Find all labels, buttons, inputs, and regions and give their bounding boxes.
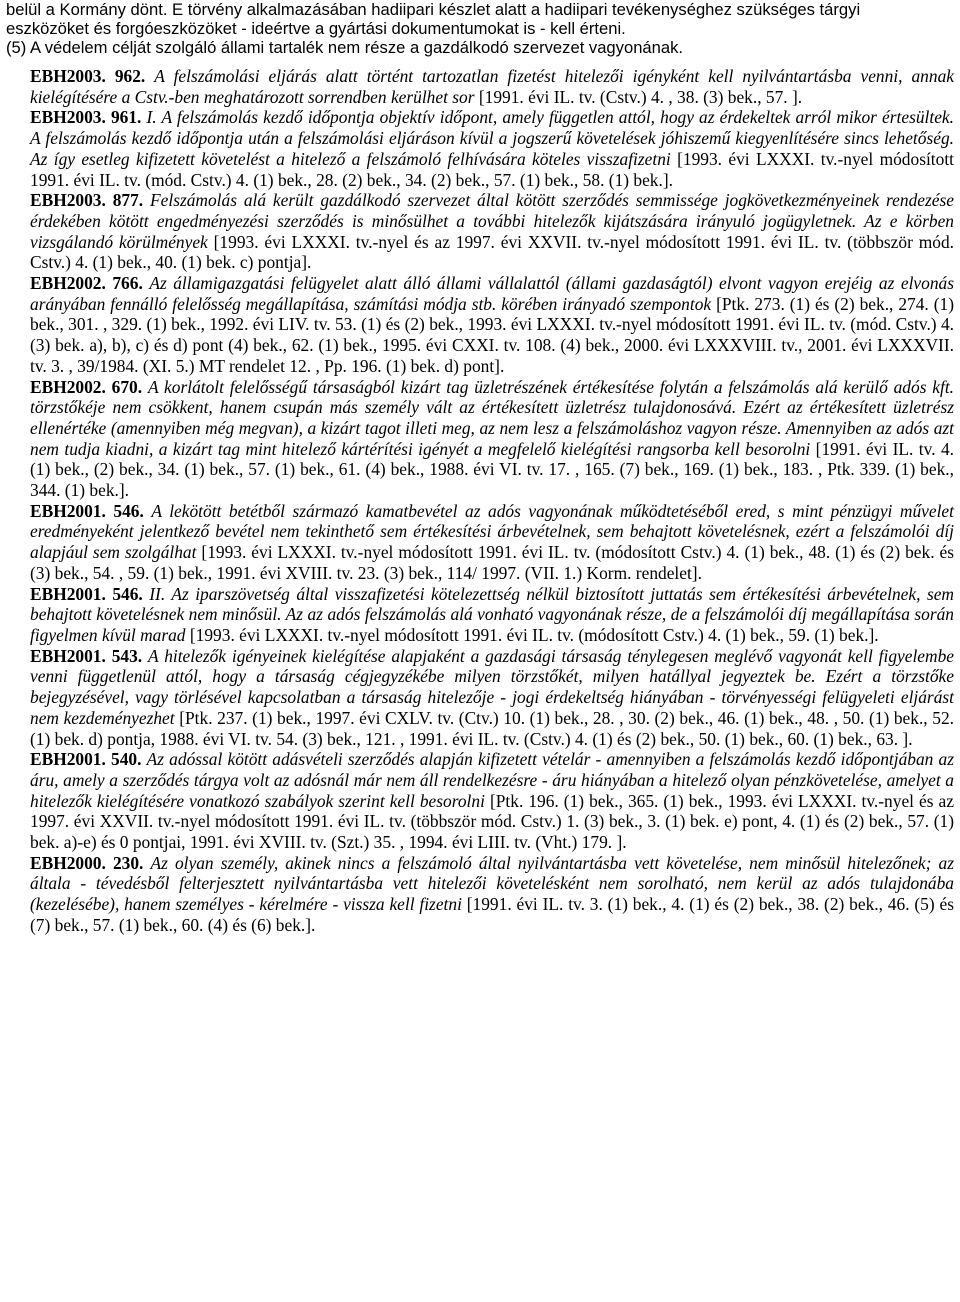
case-reference: EBH2003. 877. bbox=[30, 190, 144, 211]
case-summary: A felszámolási eljárás alatt történt tartozatlan fizetést hitelezői igényként kell nyilvántartásba venni, annak kielégítésére a Cstv.-ben meghatározott sorrendben kerülhet sor bbox=[30, 66, 954, 107]
case-reference: EBH2002. 670. bbox=[30, 376, 143, 397]
case-citation: [Ptk. 273. (1) és (2) bek., 274. (1) bek., 301. , 329. (1) bek., 1992. évi LIV. tv. 53. (1) és (2) bek., 1993. évi LXXXI. tv.-nyel módosított 1991. évi IL. tv. (mód. Cstv.) 4. (3) bek. a), b), c) és d) pont (4) bek., 62. (1) bek., 1995. évi CXXI. tv. 108. (4) bek., 2000. évi LXXXVIII. tv., 2001. évi LXXXVII. tv. 3. , 39/1984. (XI. 5.) MT rendelet 12. , Pp. 196. (1) bek. d) pont]. bbox=[30, 293, 955, 376]
case-reference: EBH2001. 540. bbox=[30, 749, 142, 770]
case-citation: [1991. évi IL. tv. 3. (1) bek., 4. (1) és (2) bek., 38. (2) bek., 46. (5) és (7) bek., 57. (1) bek., 60. (4) és (6) bek.]. bbox=[30, 894, 954, 935]
case-entry bbox=[6, 190, 954, 273]
case-summary: Az adóssal kötött adásvételi szerződés alapján kifizetett vételár - amennyiben a felszámolás kezdő időpontjában az áru, amely a szerződés tárgya volt az adósnál már nem áll rendelkezésre - áru hiányában a hitelező olyan pénzkövetelése, amelyet a hitelezők kielégítésére vonatkozó szabályok szerint kell besorolni bbox=[30, 749, 954, 811]
case-summary: Az államigazgatási felügyelet alatt álló állami vállalattól (állami gazdaságtól) elvont vagyon erejéig az elvonás arányában fennálló felelősség megállapítása, számítási módja stb. körében irányadó szempontok bbox=[30, 273, 954, 314]
case-summary: Az olyan személy, akinek nincs a felszámoló által nyilvántartásba vett követelése, nem minősül hitelezőnek; az általa - tévedésből felterjesztett nyilvántartásba vett hitelezői követelésként nem sorolható, nem kerül az adós tulajdonába (kezelésébe), hanem személyes - kérelmére - vissza kell fizetni bbox=[30, 852, 954, 915]
case-citation: [1991. évi IL. tv. (Cstv.) 4. , 38. (3) bek., 57. ]. bbox=[478, 86, 803, 107]
case-summary: A hitelezők igényeinek kielégítése alapjaként a gazdasági társaság ténylegesen meglévő vagyonát kell figyelembe venni függetlenül attól, hogy a társaság cégjegyzékébe milyen törzstőkét, milyen hatállyal jegyeztek be. Ezért a törzstőke bejegyzésével, vagy törlésével kapcsolatban a társaság hitelezője - jogi érdekeltség hiányában - törvényességi felügyeleti eljárást nem kezdeményezhet bbox=[30, 645, 954, 728]
document-page bbox=[6, 0, 954, 936]
case-summary: II. Az iparszövetség által visszafizetési kötelezettség nélkül biztosított juttatás sem értékesítési árbevételnek, sem behajtott követelésnek nem minősül. Az az adós felszámolás alá vonható vagyonának része, de a felszámolói díj megállapítása során figyelmen kívül marad bbox=[30, 583, 954, 645]
case-reference: EBH2002. 766. bbox=[30, 273, 143, 294]
case-citation: [Ptk. 196. (1) bek., 365. (1) bek., 1993. évi LXXXI. tv.-nyel és az 1997. évi XXVII. tv.-nyel módosított 1991. évi IL. tv. (többször mód. Cstv.) 1. (3) bek., 3. (1) bek. e) pont, 4. (1) és (2) bek., 57. (1) bek. a)-e) és 0 pontjai, 1991. évi XVIII. tv. (Szt.) 35. , 1994. évi LIII. tv. (Vht.) 179. ]. bbox=[30, 790, 954, 853]
case-reference: EBH2003. 961. bbox=[30, 107, 142, 128]
case-entry bbox=[6, 853, 954, 936]
case-entry bbox=[6, 646, 954, 750]
case-reference: EBH2001. 543. bbox=[30, 645, 143, 666]
case-summary: A lekötött betétből származó kamatbevétel az adós vagyonának működtetéséből ered, s mint pénzügyi művelet eredményeként jelentkező bevétel nem tekinthető sem értékesítési árbevételnek, sem behajtott követelésnek, ezért a felszámolói díj alapjául sem szolgálhat bbox=[30, 500, 954, 563]
case-reference: EBH2003. 962. bbox=[30, 66, 146, 86]
case-reference: EBH2001. 546. bbox=[30, 500, 144, 521]
case-summary: I. A felszámolás kezdő időpontja objektív időpont, amely független attól, hogy az érdekeltek arról mikor értesültek. A felszámolás kezdő időpontja után a felszámolási eljáráson kívül a jogszerű követelések jóhiszemű kiegyenlítésére sincs lehetőség. Az így esetleg kifizetett követelést a hitelező a felszámoló felhívására köteles visszafizetni bbox=[30, 107, 954, 169]
case-reference: EBH2000. 230. bbox=[30, 852, 144, 873]
case-citation: [1993. évi LXXXI. tv.-nyel módosított 1991. évi IL. tv. (mód. Cstv.) 4. (1) bek., 28. (2) bek., 34. (2) bek., 57. (1) bek., 58. (1) bek.]. bbox=[30, 148, 954, 190]
case-citation: [1993. évi LXXXI. tv.-nyel módosított 1991. évi IL. tv. (módosított Cstv.) 4. (1) bek., 48. (1) és (2) bek. és (3) bek., 54. , 59. (1) bek., 1991. évi XVIII. tv. 23. (3) bek., 114/ 1997. (VII. 1.) Korm. rendelet]. bbox=[30, 542, 954, 583]
case-entry bbox=[6, 273, 954, 377]
case-entry bbox=[6, 584, 954, 646]
intro-text bbox=[6, 0, 954, 57]
case-summary: A korlátolt felelősségű társaságból kizárt tag üzletrészének értékesítése folytán a felszámolás alá kerülő adós kft. törzstőkéje nem csökkent, hanem csupán más személy vált az értékesített üzletrész tulajdonosává. Ezért az értékesített üzletrész ellenértéke (amennyiben még megvan), a kizárt tagot illeti meg, az nem lesz a felszámoláshoz vagyon része. Amennyiben az adós azt nem tudja kiadni, a kizárt tag mint hitelező kártérítési igényét a megfelelő kielégítési rangsorba kell besorolni bbox=[30, 376, 955, 459]
intro-line-1: belül a Kormány dönt. E törvény alkalmazásában hadiipari készlet alatt a hadiipari tevékenységhez szükséges tárgyi bbox=[6, 0, 861, 19]
case-citation: [1993. évi LXXXI. tv.-nyel és az 1997. évi XXVII. tv.-nyel módosított 1991. évi IL. tv. (többször mód. Cstv.) 4. (1) bek., 40. (1) bek. c) pontja]. bbox=[30, 231, 954, 273]
case-entry bbox=[6, 66, 954, 107]
case-citation: [1991. évi IL. tv. 4. (1) bek., (2) bek., 34. (1) bek., 57. (1) bek., 61. (4) bek., 1988. évi VI. tv. 17. , 165. (7) bek., 169. (1) bek., 183. , Ptk. 339. (1) bek., 344. (1) bek.]. bbox=[30, 438, 954, 501]
case-law-entries bbox=[6, 66, 954, 936]
case-entry bbox=[6, 107, 954, 190]
case-entry bbox=[6, 377, 954, 501]
case-citation: [Ptk. 237. (1) bek., 1997. évi CXLV. tv. (Ctv.) 10. (1) bek., 28. , 30. (2) bek., 46. (1) bek., 48. , 50. (1) bek., 52. (1) bek. d) pontja, 1988. évi VI. tv. 54. (3) bek., 121. , 1991. évi IL. tv. (Cstv.) 4. (1) és (2) bek., 50. (1) bek., 60. (1) bek., 63. ]. bbox=[30, 707, 954, 749]
case-entry bbox=[6, 749, 954, 853]
case-citation: [1993. évi LXXXI. tv.-nyel módosított 1991. évi IL. tv. (módosított Cstv.) 4. (1) bek., 59. (1) bek.]. bbox=[189, 624, 879, 645]
case-summary: Felszámolás alá került gazdálkodó szervezet által kötött szerződés semmissége jogkövetkezményeinek rendezése érdekében kötött engedményezési szerződés is minősülhet a további hitelezők kijátszására irányuló jogügyletnek. Az e körben vizsgálandó körülmények bbox=[30, 190, 954, 252]
intro-line-3: (5) A védelem célját szolgáló állami tartalék nem része a gazdálkodó szervezet vagyonának. bbox=[6, 38, 684, 57]
case-entry bbox=[6, 501, 954, 584]
case-reference: EBH2001. 546. bbox=[30, 583, 143, 604]
intro-line-2: eszközöket és forgóeszközöket - ideértve a gyártási dokumentumokat is - kell érteni. bbox=[6, 19, 626, 38]
